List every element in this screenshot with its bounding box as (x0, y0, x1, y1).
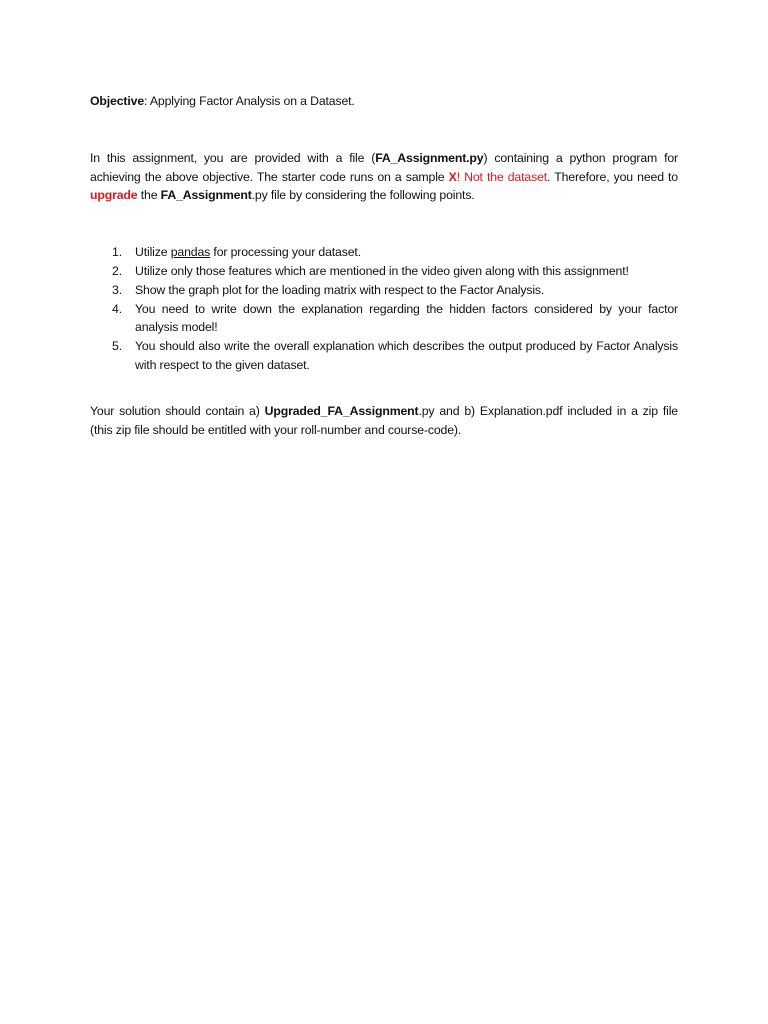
list-item-text: You should also write the overall explanation which describes the output produced by Factor Analysis with respect to the given dataset. (135, 339, 678, 372)
solution-text-1: Your solution should contain a) (90, 403, 265, 418)
intro-upgrade: upgrade (90, 188, 138, 203)
list-number: 3. (112, 282, 122, 297)
intro-filename-2: FA_Assignment (160, 188, 252, 203)
solution-paragraph (90, 402, 678, 440)
points-list (90, 243, 678, 375)
intro-filename-1: FA_Assignment.py (375, 150, 484, 165)
list-item-text: Utilize only those features which are mentioned in the video given along with this assignment! (135, 263, 629, 278)
intro-text-3: . Therefore, you need to (547, 169, 678, 184)
list-item (90, 337, 678, 375)
intro-text-2: ) containing a python program for achieving the above objective. The starter code runs on a sample (90, 150, 678, 184)
solution-filename: Upgraded_FA_Assignment (264, 403, 419, 418)
list-number: 5. (112, 339, 122, 354)
list-item-text: Utilize (135, 245, 171, 260)
list-number: 2. (112, 263, 122, 278)
objective-text: : Applying Factor Analysis on a Dataset. (144, 94, 355, 108)
intro-text-1: In this assignment, you are provided with a file ( (90, 150, 376, 165)
intro-not-dataset: ! Not the dataset (456, 169, 548, 184)
objective-label: Objective (90, 94, 145, 108)
intro-text-4: the (137, 188, 161, 203)
intro-filename-2-ext: .py (251, 188, 268, 203)
document-page (90, 92, 678, 439)
list-item-text: You need to write down the explanation regarding the hidden factors considered by your factor analysis model! (135, 301, 678, 335)
list-item-text: for processing your dataset. (210, 245, 361, 260)
solution-text-2: and b) Explanation.pdf included in a zip file (this zip file should be entitled with your roll-number and course-code). (90, 403, 678, 437)
list-number: 1. (112, 245, 122, 260)
list-item (90, 281, 678, 300)
solution-filename-ext: .py (418, 403, 435, 418)
intro-paragraph (90, 149, 678, 205)
list-item (90, 300, 678, 338)
list-item (90, 262, 678, 281)
intro-text-5: file by considering the following points. (267, 188, 475, 203)
list-item-text: Show the graph plot for the loading matrix with respect to the Factor Analysis. (135, 282, 545, 297)
list-number: 4. (112, 301, 122, 316)
pandas-underlined: pandas (170, 245, 211, 260)
list-item (90, 243, 678, 262)
objective-line (90, 92, 678, 111)
intro-x-marker: X (448, 169, 457, 184)
